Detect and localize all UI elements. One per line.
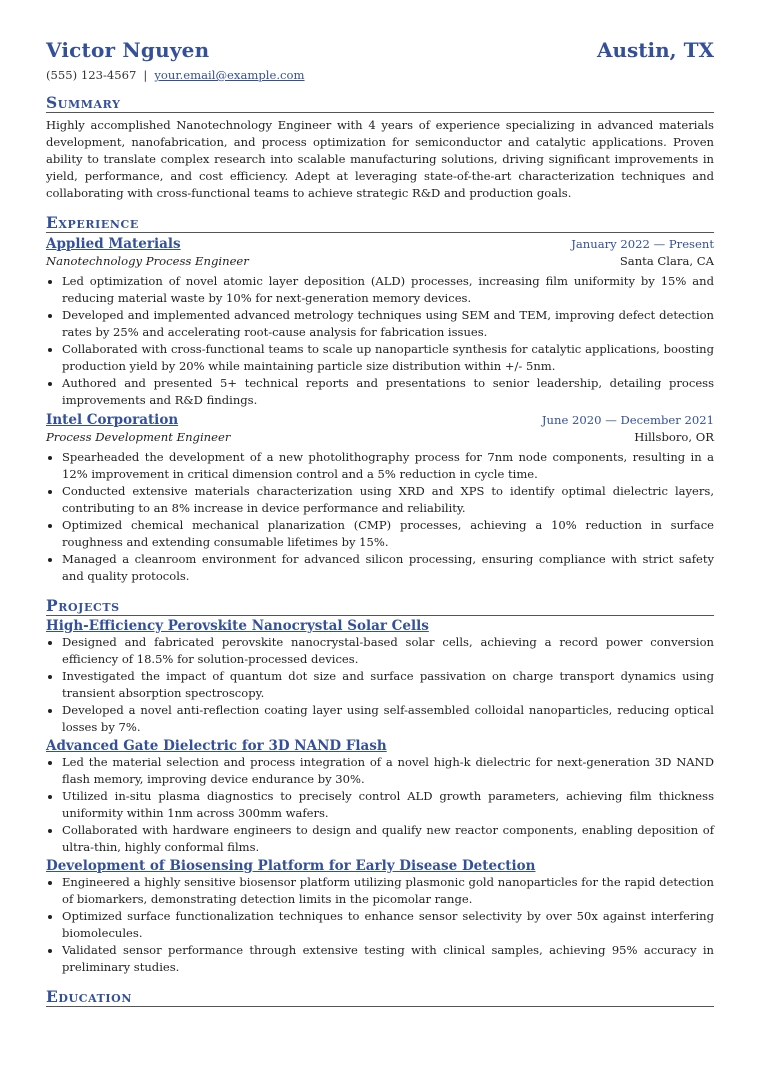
job-bullets (46, 273, 714, 409)
bullet-item: • Developed a novel anti-reflection coating layer using self-assembled colloidal nanoparticles, reducing optical losses by 7%. (62, 702, 714, 736)
summary-text: Highly accomplished Nanotechnology Engineer with 4 years of experience specializing in advanced materials development, nanofabrication, and process optimization for semiconductor and catalytic applications. Proven ability to translate complex research into scalable manufacturing solutions, driving significant improvements in yield, performance, and cost efficiency. Adept at leveraging state-of-the-art characterization techniques and collaborating with cross-functional teams to achieve strategic R&D and production goals. (46, 118, 714, 200)
job-title: Nanotechnology Process Engineer (46, 254, 249, 268)
bullet-item: • Conducted extensive materials characterization using XRD and XPS to identify optimal dielectric layers, contributing to an 8% increase in device performance and reliability. (62, 483, 714, 517)
project-title: High-Efficiency Perovskite Nanocrystal Solar Cells (46, 618, 429, 634)
project-bullets (46, 634, 714, 736)
job-bullets (46, 449, 714, 585)
contact-line (46, 68, 714, 82)
project-entry (46, 738, 714, 856)
job-location: Hillsboro, OR (634, 430, 714, 444)
candidate-location: Austin, TX (596, 38, 714, 62)
project-title: Advanced Gate Dielectric for 3D NAND Flash (46, 738, 387, 754)
job-entry (46, 412, 714, 585)
candidate-name: Victor Nguyen (46, 38, 210, 62)
bullet-item: • Optimized chemical mechanical planarization (CMP) processes, achieving a 10% reduction in surface roughness and extending consumable lifetimes by 15%. (62, 517, 714, 551)
bullet-item: • Validated sensor performance through extensive testing with clinical samples, achieving 95% accuracy in preliminary studies. (62, 942, 714, 976)
bullet-item: • Engineered a highly sensitive biosensor platform utilizing plasmonic gold nanoparticles for the rapid detection of biomarkers, demonstrating detection limits in the picomolar range. (62, 874, 714, 908)
job-title: Process Development Engineer (46, 430, 231, 444)
project-bullets (46, 754, 714, 856)
resume-page (46, 38, 714, 1007)
bullet-item: • Utilized in-situ plasma diagnostics to precisely control ALD growth parameters, achieving film thickness uniformity within 1nm across 300mm wafers. (62, 788, 714, 822)
project-title: Development of Biosensing Platform for Early Disease Detection (46, 858, 536, 874)
bullet-item: • Led optimization of novel atomic layer deposition (ALD) processes, increasing film uniformity by 15% and reducing material waste by 10% for next-generation memory devices. (62, 273, 714, 307)
bullet-item: • Authored and presented 5+ technical reports and presentations to senior leadership, detailing process improvements and R&D findings. (62, 375, 714, 409)
bullet-item: • Collaborated with hardware engineers to design and qualify new reactor components, enabling deposition of ultra-thin, highly conformal films. (62, 822, 714, 856)
project-entry (46, 858, 714, 976)
bullet-item: • Managed a cleanroom environment for advanced silicon processing, ensuring compliance with strict safety and quality protocols. (62, 551, 714, 585)
education-heading: Education (46, 988, 714, 1007)
project-entry (46, 618, 714, 736)
email-link[interactable]: your.email@example.com (154, 68, 305, 82)
job-dates: June 2020 — December 2021 (541, 413, 714, 427)
bullet-item: • Led the material selection and process integration of a novel high-k dielectric for next-generation 3D NAND flash memory, improving device endurance by 30%. (62, 754, 714, 788)
bullet-item: • Developed and implemented advanced metrology techniques using SEM and TEM, improving defect detection rates by 25% and accelerating root-cause analysis for fabrication issues. (62, 307, 714, 341)
bullet-item: • Investigated the impact of quantum dot size and surface passivation on charge transport dynamics using transient absorption spectroscopy. (62, 668, 714, 702)
job-location: Santa Clara, CA (619, 254, 714, 268)
bullet-item: • Optimized surface functionalization techniques to enhance sensor selectivity by over 50x against interfering biomolecules. (62, 908, 714, 942)
job-entry (46, 236, 714, 409)
bullet-item: • Spearheaded the development of a new photolithography process for 7nm node components, resulting in a 12% improvement in critical dimension control and a 5% reduction in cycle time. (62, 449, 714, 483)
company-name: Intel Corporation (46, 412, 179, 428)
company-name: Applied Materials (46, 236, 181, 252)
projects-heading: Projects (46, 597, 714, 616)
summary-heading: Summary (46, 94, 714, 113)
experience-heading: Experience (46, 214, 714, 233)
bullet-item: • Collaborated with cross-functional teams to scale up nanoparticle synthesis for catalytic applications, boosting production yield by 20% while maintaining particle size distribution within +/- 5nm. (62, 341, 714, 375)
bullet-item: • Designed and fabricated perovskite nanocrystal-based solar cells, achieving a record power conversion efficiency of 18.5% for solution-processed devices. (62, 634, 714, 668)
contact-separator: | (143, 68, 148, 82)
project-bullets (46, 874, 714, 976)
job-dates: January 2022 — Present (571, 237, 714, 251)
phone-number: (555) 123-4567 (46, 68, 137, 82)
resume-header (46, 38, 714, 62)
